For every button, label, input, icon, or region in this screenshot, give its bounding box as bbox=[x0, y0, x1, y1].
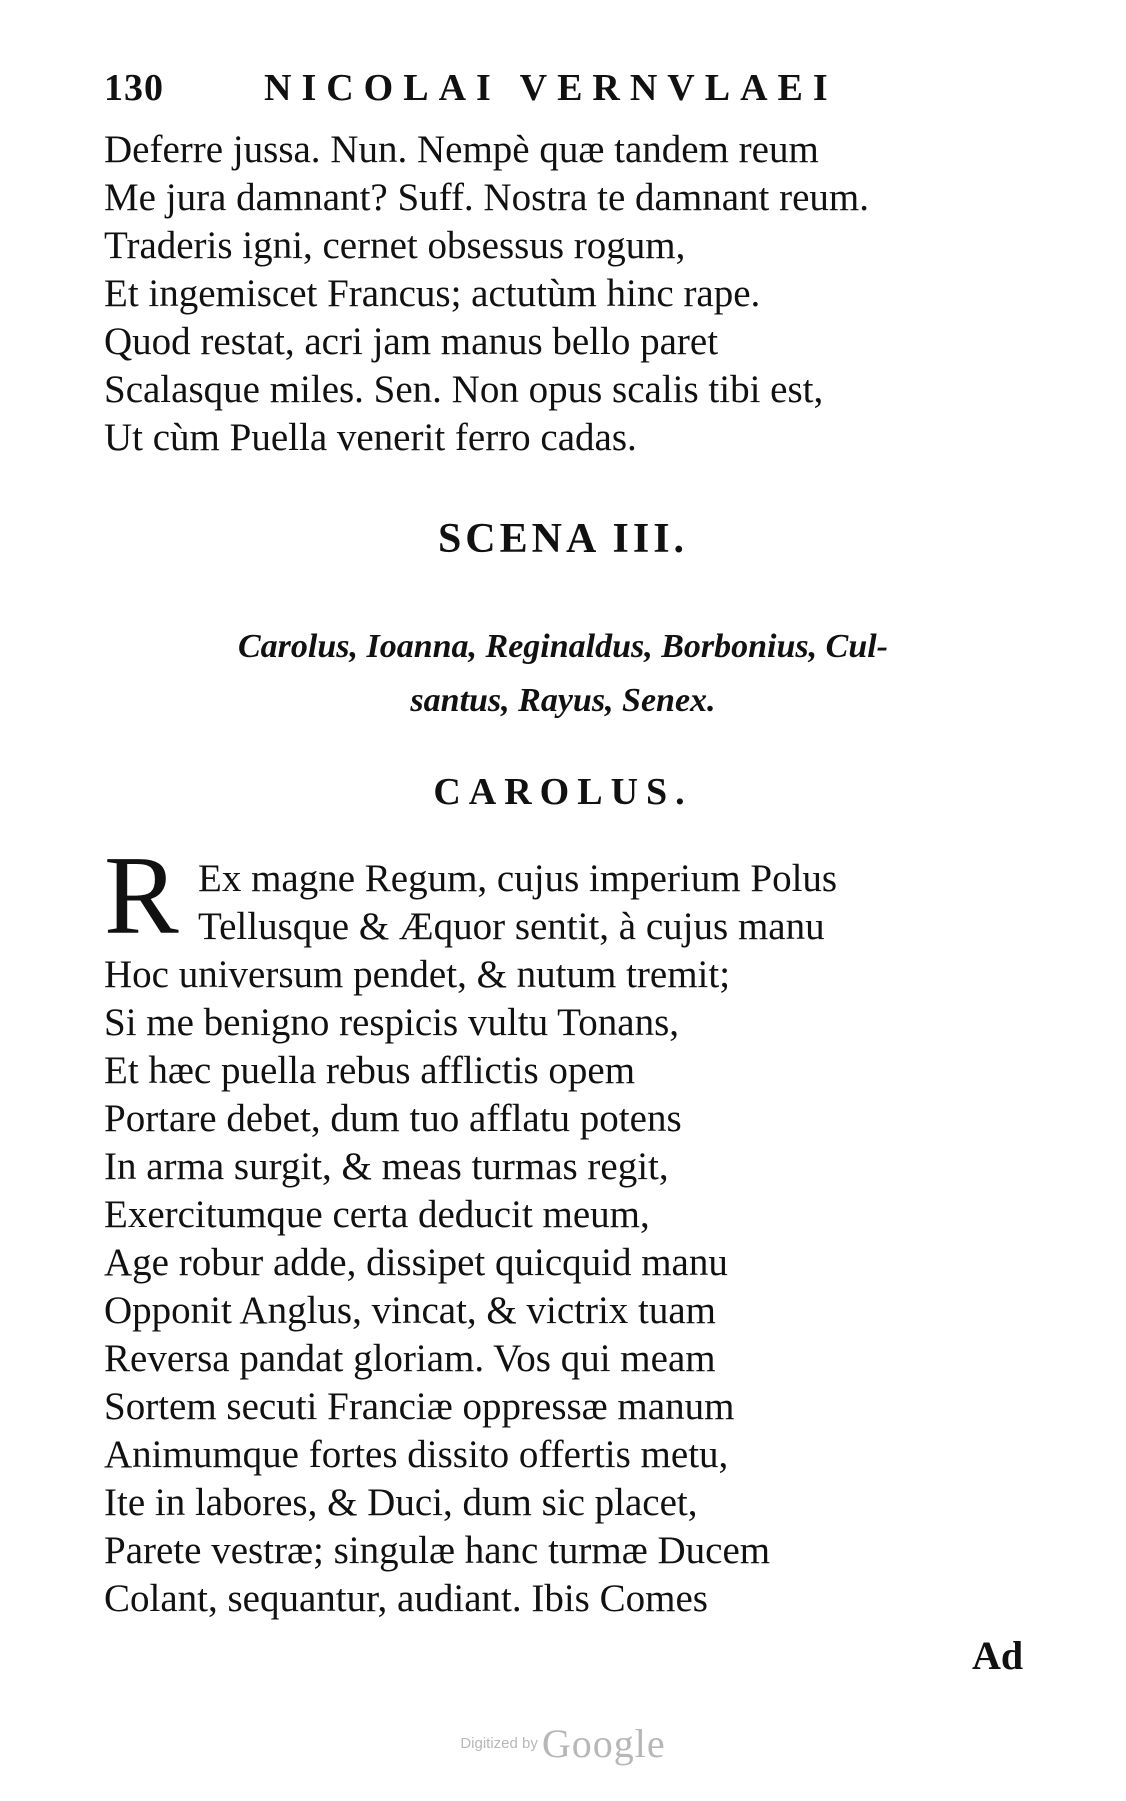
digitized-by-label: Digitized by bbox=[460, 1735, 538, 1752]
speech-line: Reversa pandat gloriam. Vos qui meam bbox=[104, 1337, 716, 1380]
speech-line: Ex magne Regum, cujus imperium Polus bbox=[198, 857, 838, 900]
verse-line: Et ingemiscet Francus; actutùm hinc rape. bbox=[104, 272, 761, 315]
speech-line: Age robur adde, dissipet quicquid manu bbox=[104, 1241, 728, 1284]
speech-line: Sortem secuti Franciæ oppressæ manum bbox=[104, 1385, 735, 1428]
verse-line: Me jura damnant? Suff. Nostra te damnant reum. bbox=[104, 176, 869, 219]
speech-line: Exercitumque certa deducit meum, bbox=[104, 1193, 650, 1236]
speech-line: Colant, sequantur, audiant. Ibis Comes bbox=[104, 1577, 708, 1620]
page-number: 130 bbox=[104, 67, 164, 109]
speech-block bbox=[104, 855, 837, 1623]
verse-line: Deferre jussa. Nun. Nempè quæ tandem reum bbox=[104, 128, 819, 171]
speech-line: Portare debet, dum tuo afflatu potens bbox=[104, 1097, 682, 1140]
drop-cap: R bbox=[104, 834, 179, 958]
speech-line: Hoc universum pendet, & nutum tremit; bbox=[104, 953, 731, 996]
speech-line: Si me benigno respicis vultu Tonans, bbox=[104, 1001, 680, 1044]
characters-line: Carolus, Ioanna, Reginaldus, Borbonius, Cul- bbox=[237, 628, 889, 665]
speaker-name: CAROLUS. bbox=[433, 771, 693, 813]
speech-line: Animumque fortes dissito offertis metu, bbox=[104, 1433, 729, 1476]
speech-line: Tellusque & Æquor sentit, à cujus manu bbox=[198, 905, 825, 948]
dramatis-personae bbox=[0, 620, 1126, 728]
verse-line: Scalasque miles. Sen. Non opus scalis tibi est, bbox=[104, 368, 824, 411]
google-logo: Google bbox=[541, 1721, 666, 1766]
speech-line: Opponit Anglus, vincat, & victrix tuam bbox=[104, 1289, 717, 1332]
verse-line: Traderis igni, cernet obsessus rogum, bbox=[104, 224, 686, 267]
speech-line: Parete vestræ; singulæ hanc turmæ Ducem bbox=[104, 1529, 771, 1572]
verse-line: Ut cùm Puella venerit ferro cadas. bbox=[104, 416, 637, 459]
digitization-watermark bbox=[0, 1720, 1126, 1767]
running-head: NICOLAI VERNVLAEI bbox=[264, 67, 838, 109]
verse-line: Quod restat, acri jam manus bello paret bbox=[104, 320, 719, 363]
characters-line: santus, Rayus, Senex. bbox=[410, 682, 716, 719]
speech-line: In arma surgit, & meas turmas regit, bbox=[104, 1145, 669, 1188]
speech-line: Ite in labores, & Duci, dum sic placet, bbox=[104, 1481, 698, 1524]
scene-title: SCENA III. bbox=[437, 516, 689, 562]
speech-line: Et hæc puella rebus afflictis opem bbox=[104, 1049, 636, 1092]
verse-block-top bbox=[104, 126, 869, 462]
catchword: Ad bbox=[972, 1633, 1024, 1678]
page-header bbox=[104, 66, 924, 118]
